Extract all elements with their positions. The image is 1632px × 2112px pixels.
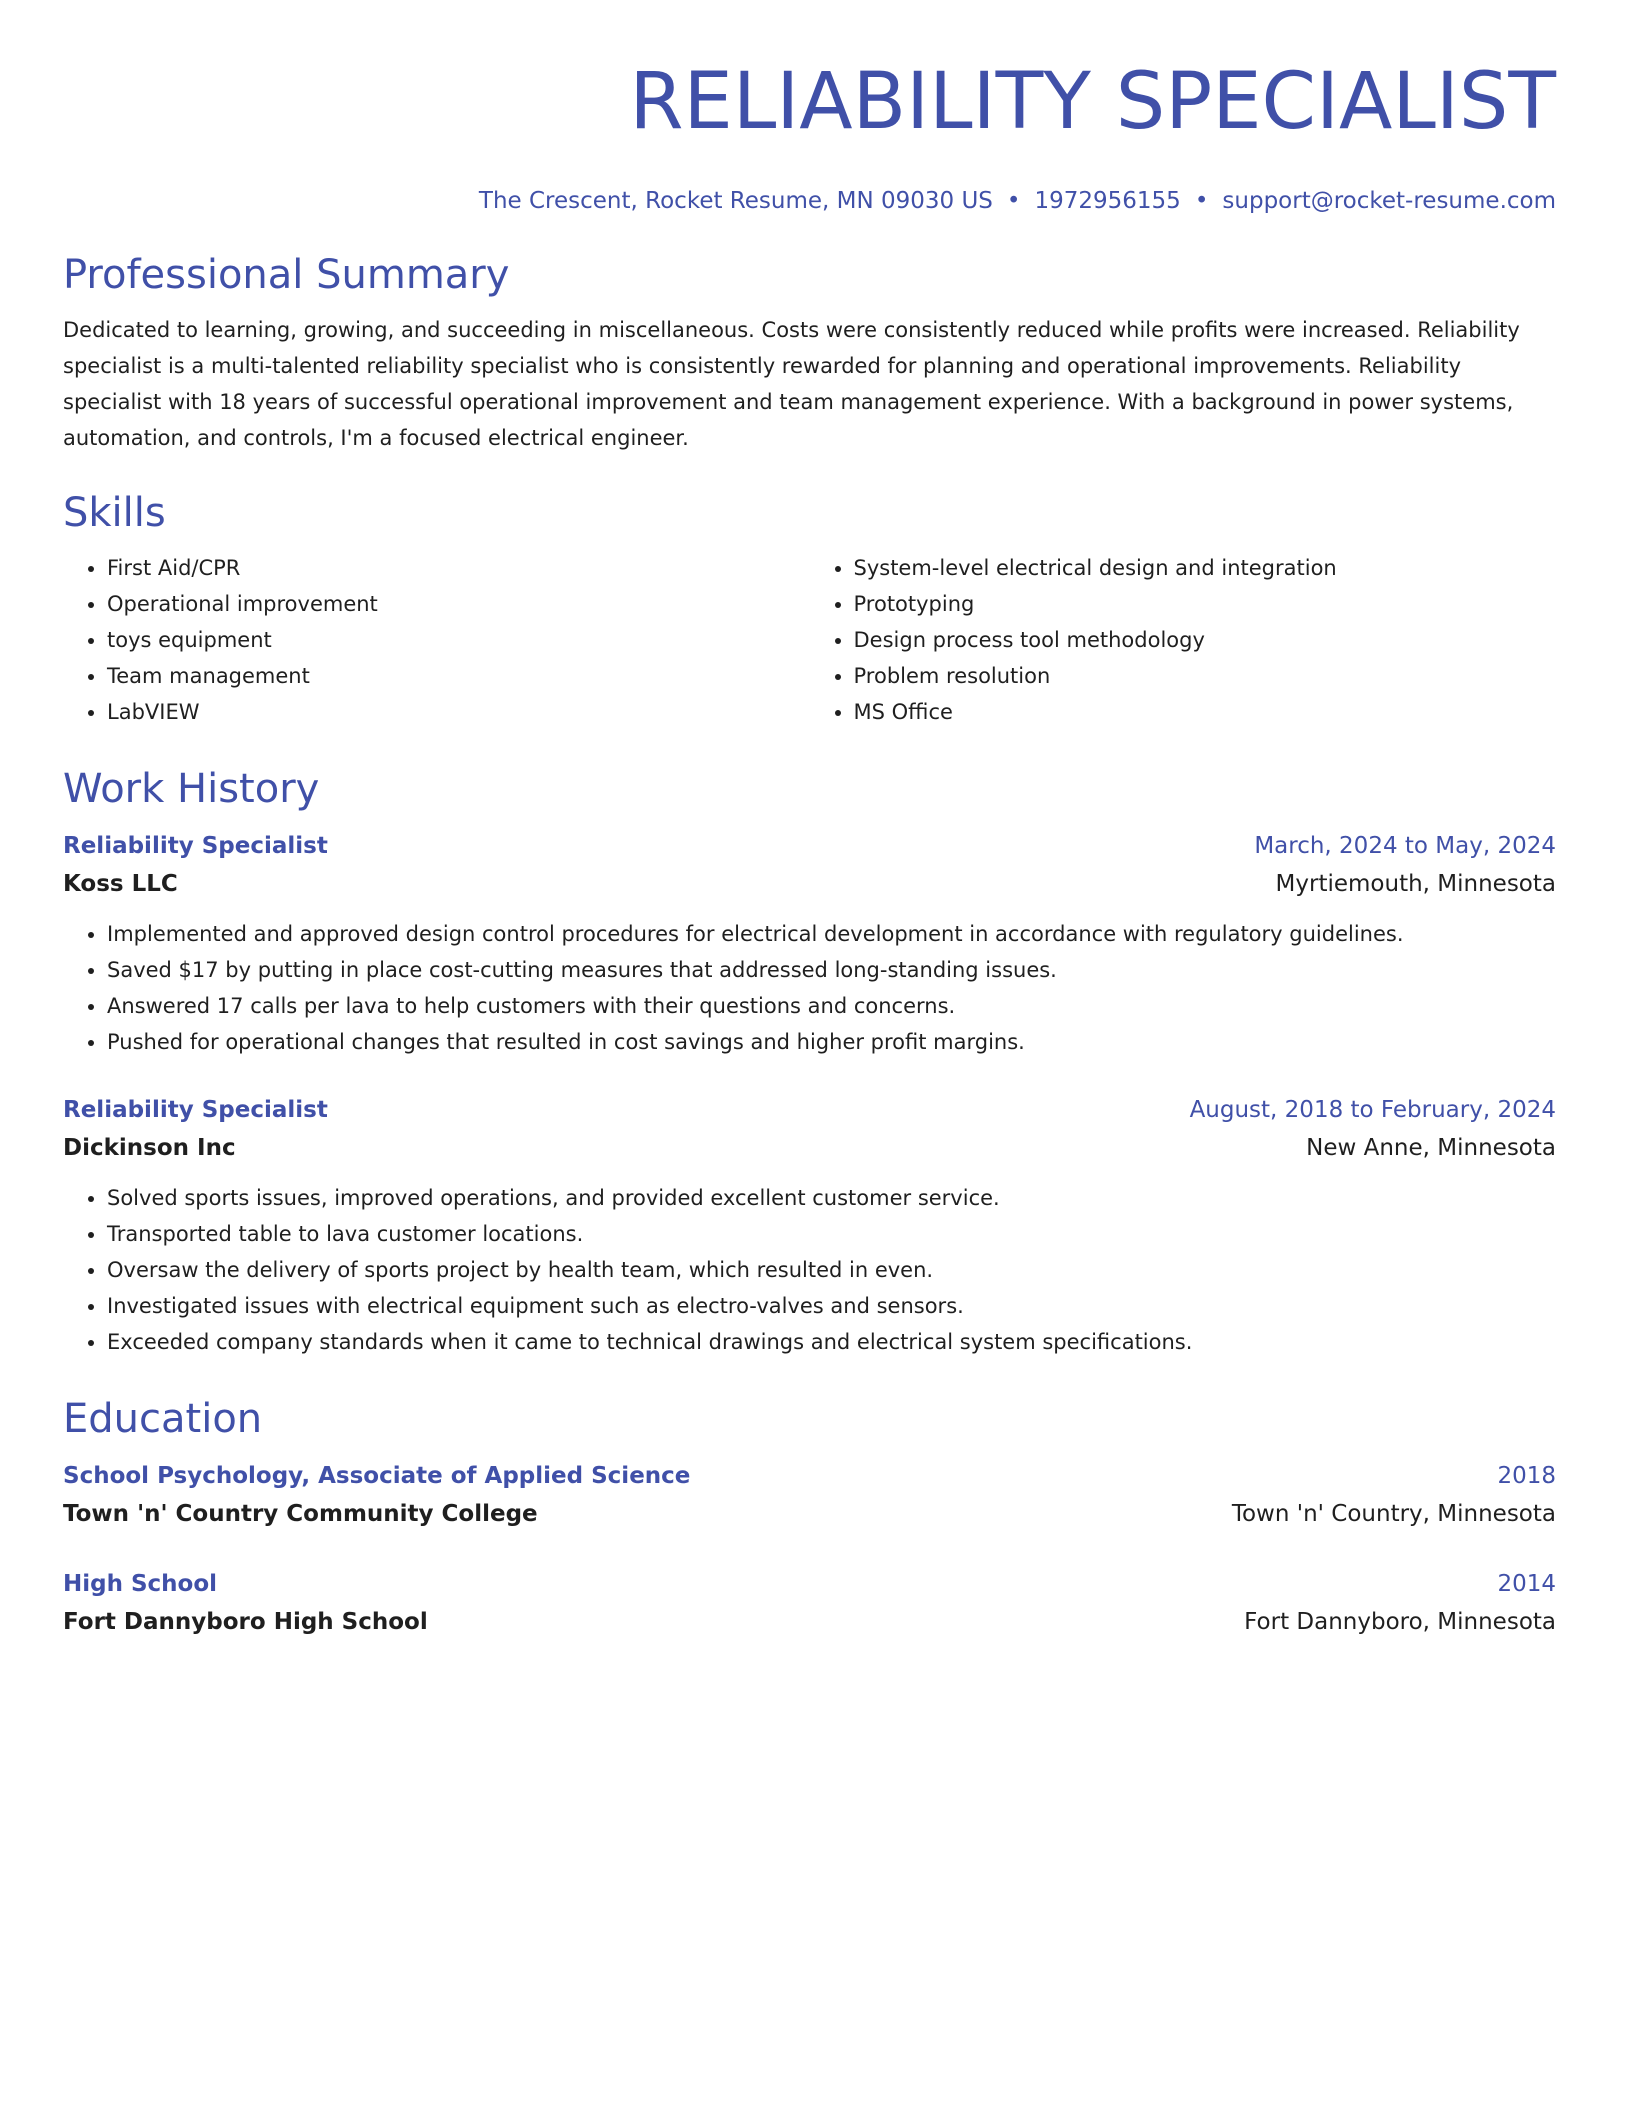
job-bullet: • Answered 17 calls per lava to help customers with their questions and concerns. bbox=[107, 988, 1556, 1024]
contact-separator: • bbox=[1194, 188, 1209, 214]
job-bullet: • Transported table to lava customer locations. bbox=[107, 1216, 1556, 1252]
education-school-row bbox=[63, 1494, 1556, 1534]
resume-page bbox=[63, 0, 1556, 1642]
section-title-work: Work History bbox=[63, 766, 320, 812]
contact-separator: • bbox=[1006, 188, 1021, 214]
job-bullet: • Saved $17 by putting in place cost-cutting measures that addressed long-standing issues. bbox=[107, 952, 1556, 988]
job-location: New Anne, Minnesota bbox=[1306, 1135, 1556, 1161]
job-bullet: • Pushed for operational changes that resulted in cost savings and higher profit margins. bbox=[107, 1024, 1556, 1060]
job-company: Koss LLC bbox=[63, 871, 178, 897]
contact-address: The Crescent, Rocket Resume, MN 09030 US bbox=[478, 188, 993, 214]
skill-item: • toys equipment bbox=[107, 622, 810, 658]
job-location: Myrtiemouth, Minnesota bbox=[1275, 871, 1556, 897]
education-school-row bbox=[63, 1602, 1556, 1642]
skills-column-right bbox=[810, 550, 1557, 730]
education-year: 2014 bbox=[1497, 1571, 1556, 1597]
job-bullet: • Investigated issues with electrical equipment such as electro-valves and sensors. bbox=[107, 1288, 1556, 1324]
job-title: Reliability Specialist bbox=[63, 833, 328, 859]
section-title-summary: Professional Summary bbox=[63, 252, 510, 298]
education-school: Town 'n' Country Community College bbox=[63, 1501, 538, 1527]
job-header bbox=[63, 828, 1556, 864]
job-dates: August, 2018 to February, 2024 bbox=[1189, 1097, 1556, 1123]
job-title: Reliability Specialist bbox=[63, 1097, 328, 1123]
skill-item: • Design process tool methodology bbox=[854, 622, 1557, 658]
job-org-row bbox=[63, 864, 1556, 904]
resume-name: RELIABILITY SPECIALIST bbox=[629, 57, 1556, 147]
job-header bbox=[63, 1092, 1556, 1128]
skill-item: • Team management bbox=[107, 658, 810, 694]
education-header bbox=[63, 1458, 1556, 1494]
skills-list bbox=[63, 550, 1556, 730]
skill-item: • Prototyping bbox=[854, 586, 1557, 622]
skill-item: • MS Office bbox=[854, 694, 1557, 730]
job-company: Dickinson Inc bbox=[63, 1135, 236, 1161]
education-year: 2018 bbox=[1497, 1463, 1556, 1489]
section-title-skills: Skills bbox=[63, 490, 166, 536]
contact-line bbox=[63, 186, 1556, 216]
education-header bbox=[63, 1566, 1556, 1602]
job-entry bbox=[63, 828, 1556, 1060]
job-org-row bbox=[63, 1128, 1556, 1168]
job-dates: March, 2024 to May, 2024 bbox=[1254, 833, 1556, 859]
education-school: Fort Dannyboro High School bbox=[63, 1609, 428, 1635]
education-location: Town 'n' Country, Minnesota bbox=[1231, 1501, 1556, 1527]
section-title-education: Education bbox=[63, 1396, 263, 1442]
job-entry bbox=[63, 1092, 1556, 1360]
job-bullet: • Implemented and approved design control procedures for electrical development in accordance with regulatory guidelines. bbox=[107, 916, 1556, 952]
job-bullets bbox=[63, 1180, 1556, 1360]
job-bullet: • Oversaw the delivery of sports project by health team, which resulted in even. bbox=[107, 1252, 1556, 1288]
skill-item: • LabVIEW bbox=[107, 694, 810, 730]
contact-phone: 1972956155 bbox=[1034, 188, 1181, 214]
summary-text: Dedicated to learning, growing, and succeeding in miscellaneous. Costs were consistently reduced while profits were increased. Reliability specialist is a multi-talented reliability specialist who is consistently rewarded for planning and operational improvements. Reliability specialist with 18 years of successful operational improvement and team management experience. With a background in power systems, automation, and controls, I'm a focused electrical engineer. bbox=[63, 318, 1520, 450]
skill-item: • System-level electrical design and integration bbox=[854, 550, 1557, 586]
skill-item: • Problem resolution bbox=[854, 658, 1557, 694]
education-degree: High School bbox=[63, 1571, 218, 1597]
job-bullet: • Solved sports issues, improved operations, and provided excellent customer service. bbox=[107, 1180, 1556, 1216]
job-bullets bbox=[63, 916, 1556, 1060]
skills-column-left bbox=[63, 550, 810, 730]
contact-email[interactable]: support@rocket-resume.com bbox=[1222, 188, 1556, 214]
education-entry bbox=[63, 1458, 1556, 1534]
job-bullet: • Exceeded company standards when it came to technical drawings and electrical system specifications. bbox=[107, 1324, 1556, 1360]
education-location: Fort Dannyboro, Minnesota bbox=[1244, 1609, 1556, 1635]
education-entry bbox=[63, 1566, 1556, 1642]
education-degree: School Psychology, Associate of Applied Science bbox=[63, 1463, 691, 1489]
skill-item: • Operational improvement bbox=[107, 586, 810, 622]
skill-item: • First Aid/CPR bbox=[107, 550, 810, 586]
